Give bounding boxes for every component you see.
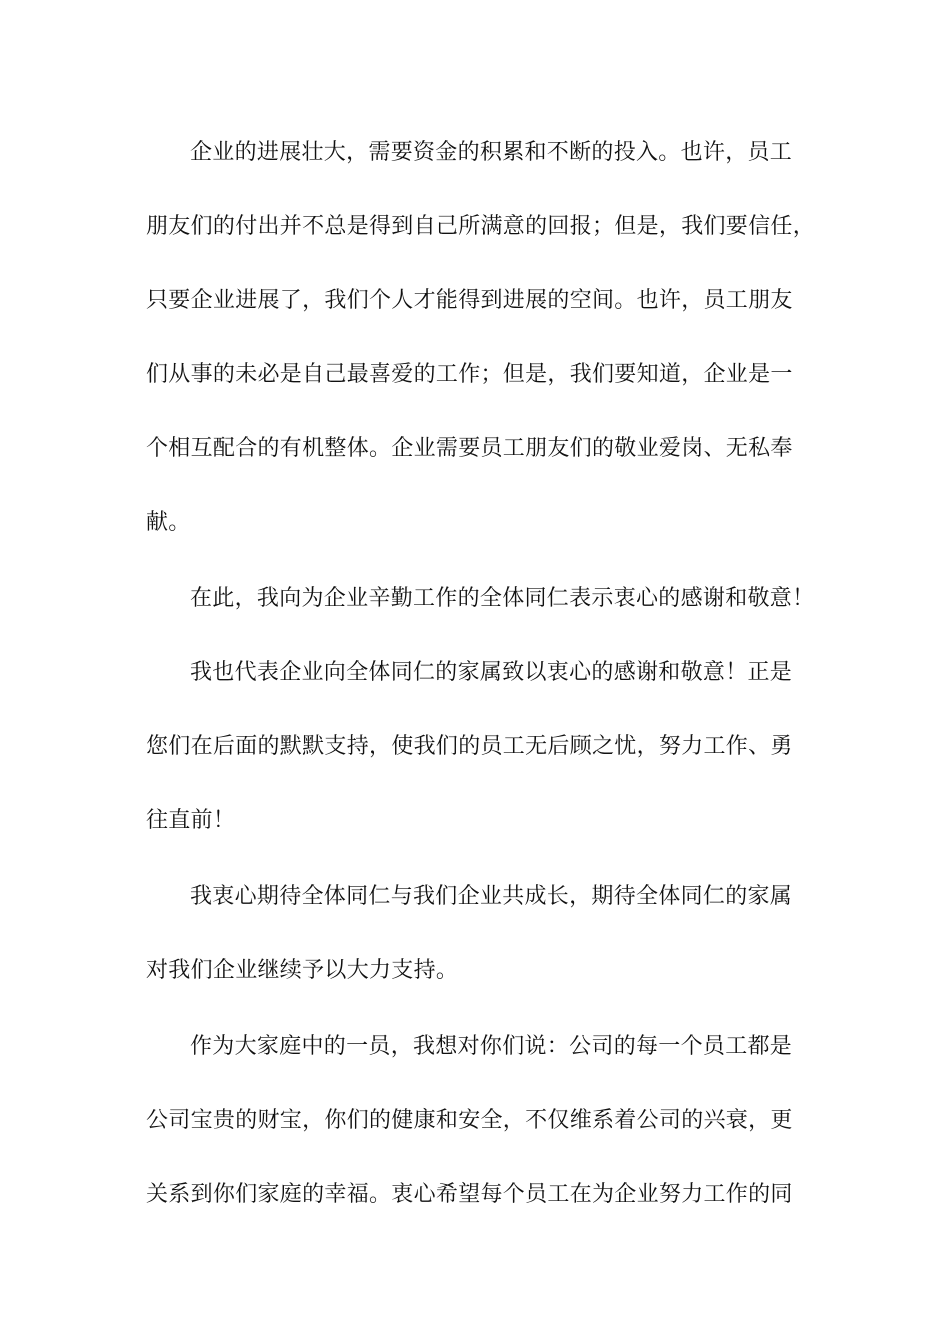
paragraph-line: 在此，我向为企业辛勤工作的全体同仁表示衷心的感谢和敬意！ [190,586,815,611]
paragraph-line: 对我们企业继续予以大力支持。 [146,958,459,983]
paragraph-line: 关系到你们家庭的幸福。衷心希望每个员工在为企业努力工作的同 [146,1182,793,1207]
paragraph-line: 作为大家庭中的一员，我想对你们说：公司的每一个员工都是 [190,1034,793,1059]
paragraph-line: 们从事的未必是自己最喜爱的工作；但是，我们要知道，企业是一 [146,362,793,387]
paragraph-line: 公司宝贵的财宝，你们的健康和安全，不仅维系着公司的兴衰，更 [146,1108,793,1133]
paragraph-line: 朋友们的付出并不总是得到自己所满意的回报；但是，我们要信任， [146,214,816,239]
paragraph-line: 企业的进展壮大，需要资金的积累和不断的投入。也许，员工 [190,140,793,165]
paragraph-line: 您们在后面的默默支持，使我们的员工无后顾之忧，努力工作、勇 [146,734,793,759]
paragraph-line: 我也代表企业向全体同仁的家属致以衷心的感谢和敬意！正是 [190,660,793,685]
paragraph-line: 个相互配合的有机整体。企业需要员工朋友们的敬业爱岗、无私奉 [146,436,793,461]
paragraph-line: 我衷心期待全体同仁与我们企业共成长，期待全体同仁的家属 [190,884,793,909]
paragraph-line: 只要企业进展了，我们个人才能得到进展的空间。也许，员工朋友 [146,288,793,313]
paragraph-line: 献。 [146,510,191,535]
paragraph-line: 往直前！ [146,808,236,833]
